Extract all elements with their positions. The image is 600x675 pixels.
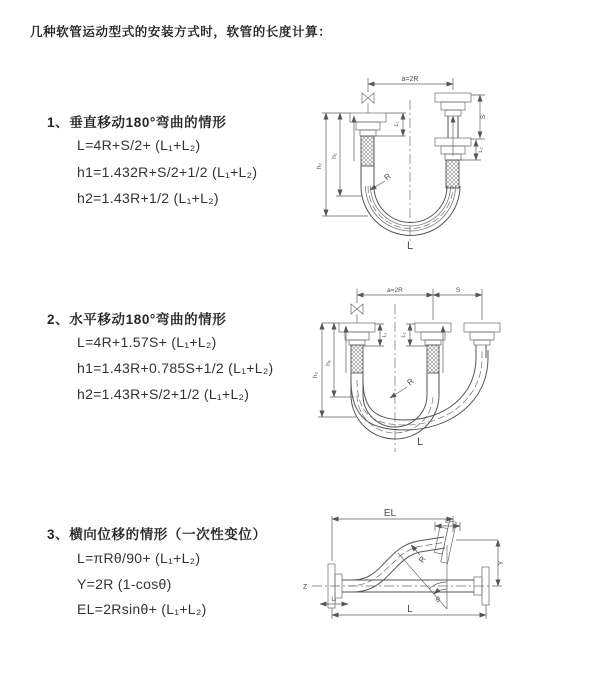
dim-label-width: a=2R [401,76,419,83]
hose-s-curve [348,537,445,592]
left-braided-hose [351,345,363,373]
radius-label: R [416,554,428,565]
dim-label-stroke: S [455,287,461,294]
dim-label-h2: h₂ [316,162,323,170]
section-2-formula-length: L=4R+1.57S+ (L₁+L₂) [77,334,217,350]
section-1-formula-h2: h2=1.43R+1/2 (L₁+L₂) [77,190,219,206]
dim-label-l2: L₂ [478,147,484,153]
dim-label-h1: h₁ [331,153,338,159]
middle-flange [415,323,451,345]
length-label: L [406,240,414,252]
diagram-lateral-displacement [298,503,600,650]
diagram-horizontal-180-bend [310,280,600,460]
middle-braided-hose [427,345,439,373]
right-braided-hose [446,160,459,188]
dim-label-l2: L₂ [445,519,451,525]
dim-label-l1: L₁ [331,597,337,603]
section-1-formula-h1: h1=1.432R+S/2+1/2 (L₁+L₂) [77,164,258,180]
section-3-formula-el: EL=2Rsinθ+ (L₁+L₂) [77,601,207,617]
section-1-formula-length: L=4R+S/2+ (L₁+L₂) [77,137,201,153]
left-flange [350,113,386,136]
axis-label: Z [303,584,308,591]
left-braided-hose [361,136,374,166]
dim-label-h2: h₂ [312,371,319,379]
radius-label: R [382,171,393,183]
dim-label-l1: L₁ [394,121,400,127]
left-flange [339,323,375,345]
right-flange [464,323,500,345]
section-2-heading: 2、水平移动180°弯曲的情形 [47,312,227,327]
dim-label-width: a=2R [387,287,403,294]
diagram-vertical-180-bend [310,68,600,263]
radius-label: R [405,376,416,388]
valve-icon [351,304,363,323]
page-title: 几种软管运动型式的安装方式时，软管的长度计算： [30,25,332,39]
valve-icon [362,93,374,113]
section-3-formula-y: Y=2R (1-cosθ) [77,576,172,592]
section-2-formula-h1: h1=1.43R+0.785S+1/2 (L₁+L₂) [77,360,274,376]
dim-label-length: L [407,604,413,615]
section-3-formula-length: L=πRθ/90+ (L₁+L₂) [77,550,201,566]
hose-u-bend-position2 [351,350,488,430]
dim-label-el: EL [383,508,397,519]
section-1-heading: 1、垂直移动180°弯曲的情形 [47,115,227,130]
hose-u-bend [361,186,460,236]
dim-label-y: Y [498,560,505,566]
section-2-formula-h2: h2=1.43R+S/2+1/2 (L₁+L₂) [77,386,250,402]
dim-label-l1: L₁ [382,332,388,338]
right-flange-upper [435,93,471,116]
section-3-heading: 3、横向位移的情形（一次性变位） [47,527,267,542]
angle-label: θ [436,597,440,604]
dim-label-stroke: S [480,114,487,120]
dim-label-h1: h₁ [325,360,332,366]
length-label: L [416,436,424,448]
dim-label-l2: L₂ [401,332,407,338]
